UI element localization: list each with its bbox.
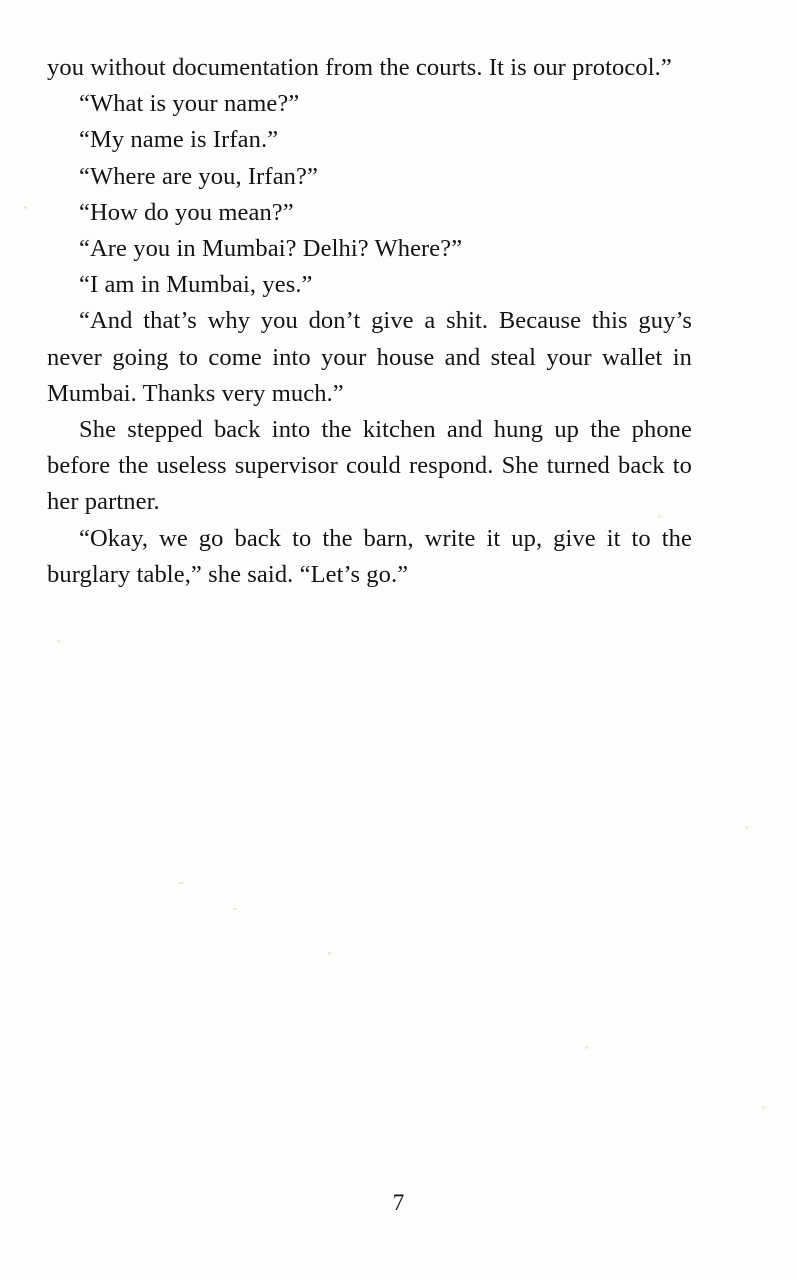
paragraph: you without documentation from the courts. It is our protocol.” bbox=[47, 54, 672, 81]
paper-speck bbox=[57, 640, 60, 643]
paper-speck bbox=[585, 1046, 588, 1049]
body-text bbox=[47, 50, 692, 593]
paragraph: “How do you mean?” bbox=[79, 198, 294, 226]
paper-speck bbox=[178, 882, 184, 884]
paper-speck bbox=[233, 908, 237, 910]
paragraph: “What is your name?” bbox=[79, 90, 300, 118]
paragraph: “Are you in Mumbai? Delhi? Where?” bbox=[79, 235, 463, 263]
paragraph: She stepped back into the kitchen and hung up the phone before the useless supervisor could respond. She turned back to her partner. bbox=[47, 416, 692, 516]
paragraph: “I am in Mumbai, yes.” bbox=[79, 271, 313, 299]
paper-speck bbox=[328, 952, 331, 955]
paper-speck bbox=[745, 826, 748, 829]
paragraph: “And that’s why you don’t give a shit. Because this guy’s never going to come into your house and steal your wallet in Mumbai. Thanks very much.” bbox=[47, 307, 692, 407]
paper-speck bbox=[24, 206, 27, 209]
page-number: 7 bbox=[392, 1190, 405, 1215]
paragraph: “Where are you, Irfan?” bbox=[79, 162, 318, 190]
paragraph: “My name is Irfan.” bbox=[79, 126, 279, 154]
paragraph: “Okay, we go back to the barn, write it up, give it to the burglary table,” she said. “Let’s go.” bbox=[47, 524, 692, 588]
paper-speck bbox=[762, 1106, 765, 1109]
